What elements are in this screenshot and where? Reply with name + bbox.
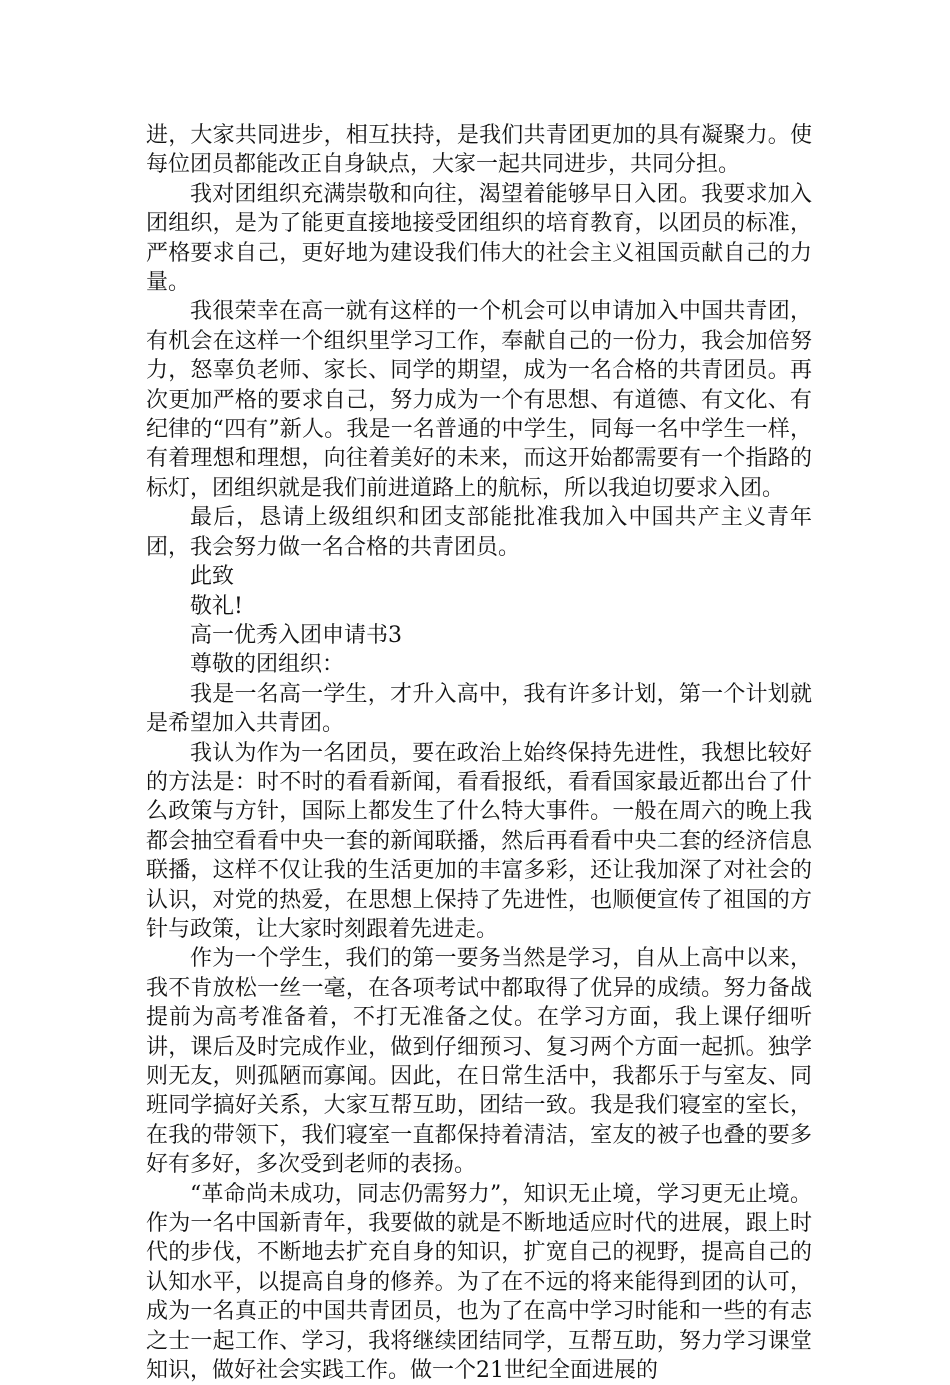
document-page <box>146 121 812 1385</box>
paragraph-intro: 我是一名高一学生，才升入高中，我有许多计划，第一个计划就是希望加入共青团。 <box>146 681 812 737</box>
paragraph-honor: 我很荣幸在高一就有这样的一个机会可以申请加入中国共青团，有机会在这样一个组织里学习工作，奉献自己的一份力，我会加倍努力，怒辜负老师、家长、同学的期望，成为一名合格的共青团员。再次更加严格的要求自己，努力成为一个有思想、有道德、有文化、有纪律的“四有”新人。我是一名普通的中学生，同每一名中学生一样，有着理想和理想，向往着美好的未来，而这开始都需要有一个指路的标灯，团组织就是我们前进道路上的航标，所以我迫切要求入团。 <box>146 299 812 501</box>
salutation-jingli: 敬礼! <box>190 593 243 619</box>
paragraph-continuation: 进，大家共同进步，相互扶持，是我们共青团更加的具有凝聚力。使每位团员都能改正自身缺点，大家一起共同进步，共同分担。 <box>146 123 812 178</box>
paragraph-aspiration: 我对团组织充满崇敬和向往，渴望着能够早日入团。我要求加入团组织，是为了能更直接地接受团组织的培育教育，以团员的标准，严格要求自己，更好地为建设我们伟大的社会主义祖国贡献自己的力量。 <box>146 181 812 296</box>
paragraph-closing-request: 最后，恳请上级组织和团支部能批准我加入中国共产主义青年团，我会努力做一名合格的共青团员。 <box>146 505 812 560</box>
paragraph-politics: 我认为作为一名团员，要在政治上始终保持先进性，我想比较好的方法是：时不时的看看新闻，看看报纸，看看国家最近都出台了什么政策与方针，国际上都发生了什么特大事件。一般在周六的晚上我都会抽空看看中央一套的新闻联播，然后再看看中央二套的经济信息联播，这样不仅让我的生活更加的丰富多彩，还让我加深了对社会的认识，对党的热爱，在思想上保持了先进性，也顺便宣传了祖国的方针与政策，让大家时刻跟着先进走。 <box>146 740 812 942</box>
paragraph-study: 作为一个学生，我们的第一要务当然是学习，自从上高中以来，我不肯放松一丝一毫，在各项考试中都取得了优异的成绩。努力备战提前为高考准备着，不打无准备之仗。在学习方面，我上课仔细听讲，课后及时完成作业，做到仔细预习、复习两个方面一起抓。独学则无友，则孤陋而寡闻。因此，在日常生活中，我都乐于与室友、同班同学搞好关系，大家互帮互助，团结一致。我是我们寝室的室长，在我的带领下，我们寝室一直都保持着清洁，室友的被子也叠的要多好有多好，多次受到老师的表扬。 <box>146 946 812 1178</box>
salutation-cizhi: 此致 <box>190 564 235 590</box>
letter-greeting: 尊敬的团组织： <box>190 652 345 678</box>
section-title: 高一优秀入团申请书3 <box>190 622 402 648</box>
paragraph-revolution: “革命尚未成功，同志仍需努力”，知识无止境，学习更无止境。作为一名中国新青年，我要做的就是不断地适应时代的进展，跟上时代的步伐，不断地去扩充自身的知识，扩宽自己的视野，提高自己的认知水平，以提高自身的修养。为了在不远的将来能得到团的认可，成为一名真正的中国共青团员，也为了在高中学习时能和一些的有志之士一起工作、学习，我将继续团结同学，互帮互助，努力学习课堂知识，做好社会实践工作。做一个21世纪全面进展的 <box>146 1181 812 1384</box>
